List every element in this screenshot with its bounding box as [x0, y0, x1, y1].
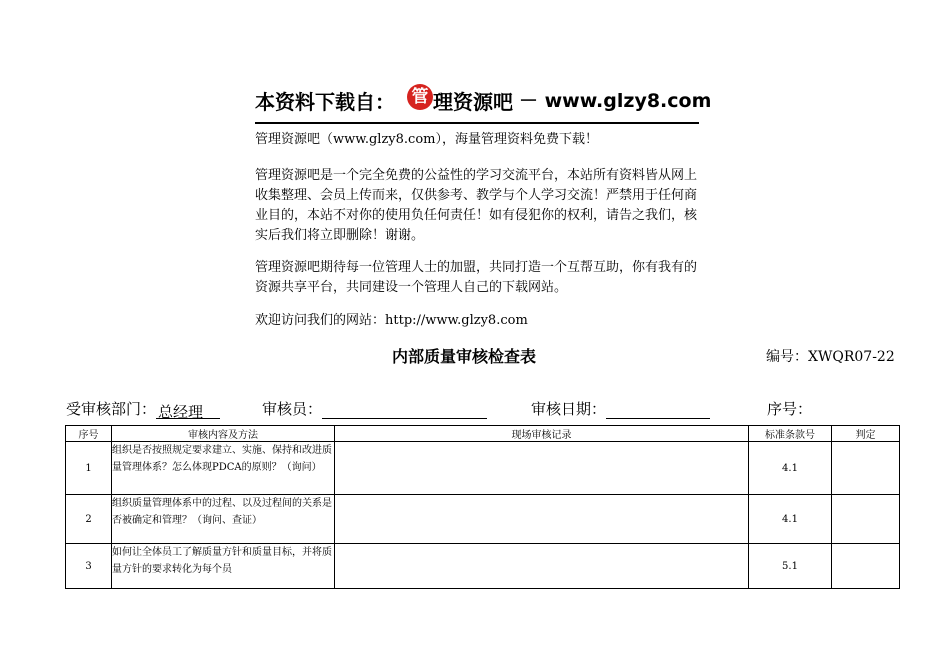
document-number: 编号：XWQR07-22 — [766, 349, 895, 365]
intro-line-1: 管理资源吧（www.glzy8.com），海量管理资料免费下载！ — [255, 132, 598, 147]
header-no: 序号 — [66, 426, 112, 442]
row-verdict[interactable] — [832, 495, 900, 544]
audited-department-value[interactable]: 总经理 — [156, 401, 220, 419]
row-no: 3 — [66, 544, 112, 589]
intro-paragraph-2: 管理资源吧是一个完全免费的公益性的学习交流平台，本站所有资料皆从网上收集整理、会员上传而来，仅供参考、教学与个人学习交流！严禁用于任何商业目的，本站不对你的使用负任何责任！如有侵犯你的权利，请告之我们，核实后我们将立即删除！谢谢。 — [255, 168, 698, 243]
auditor-label: 审核员： — [262, 400, 323, 418]
row-record[interactable] — [335, 442, 749, 495]
row-verdict[interactable] — [832, 544, 900, 589]
audit-checklist-table — [65, 425, 900, 589]
download-banner — [255, 82, 712, 124]
audited-department — [66, 398, 220, 419]
banner-site-name: 理资源吧 — [433, 90, 513, 114]
table-header-row — [66, 426, 900, 442]
row-clause: 4.1 — [749, 442, 832, 495]
header-record: 现场审核记录 — [335, 426, 749, 442]
table-row — [66, 544, 900, 589]
document-title: 内部质量审核检查表 — [392, 347, 537, 366]
row-content: 如何让全体员工了解质量方针和质量目标，并将质量方针的要求转化为每个员 — [112, 544, 335, 589]
table-row — [66, 442, 900, 495]
auditor-value[interactable] — [322, 401, 487, 419]
sequence-number — [767, 398, 812, 419]
row-content: 组织质量管理体系中的过程、以及过程间的关系是否被确定和管理？（询问、查证） — [112, 495, 335, 544]
intro-paragraph-3: 管理资源吧期待每一位管理人士的加盟，共同打造一个互帮互助，你有我有的资源共享平台，共同建设一个管理人自己的下载网站。 — [255, 260, 698, 295]
row-content: 组织是否按照规定要求建立、实施、保持和改进质量管理体系？怎么体现PDCA的原则？（询问） — [112, 442, 335, 495]
table-row — [66, 495, 900, 544]
auditor — [262, 398, 487, 419]
row-clause: 4.1 — [749, 495, 832, 544]
audit-date-value[interactable] — [606, 401, 710, 419]
banner-url[interactable]: － www.glzy8.com — [519, 90, 712, 112]
audit-date-label: 审核日期： — [531, 400, 607, 418]
banner-prefix: 本资料下载自： — [255, 90, 395, 114]
row-no: 1 — [66, 442, 112, 495]
header-clause: 标准条款号 — [749, 426, 832, 442]
row-record[interactable] — [335, 544, 749, 589]
intro-website-line[interactable]: 欢迎访问我们的网站：http://www.glzy8.com — [255, 313, 528, 328]
audit-date — [531, 398, 710, 419]
header-content: 审核内容及方法 — [112, 426, 335, 442]
sequence-number-label: 序号： — [767, 400, 813, 418]
site-logo-icon: 管 — [407, 84, 433, 110]
row-verdict[interactable] — [832, 442, 900, 495]
header-verdict: 判定 — [832, 426, 900, 442]
audited-department-label: 受审核部门： — [66, 400, 157, 418]
row-no: 2 — [66, 495, 112, 544]
row-clause: 5.1 — [749, 544, 832, 589]
row-record[interactable] — [335, 495, 749, 544]
